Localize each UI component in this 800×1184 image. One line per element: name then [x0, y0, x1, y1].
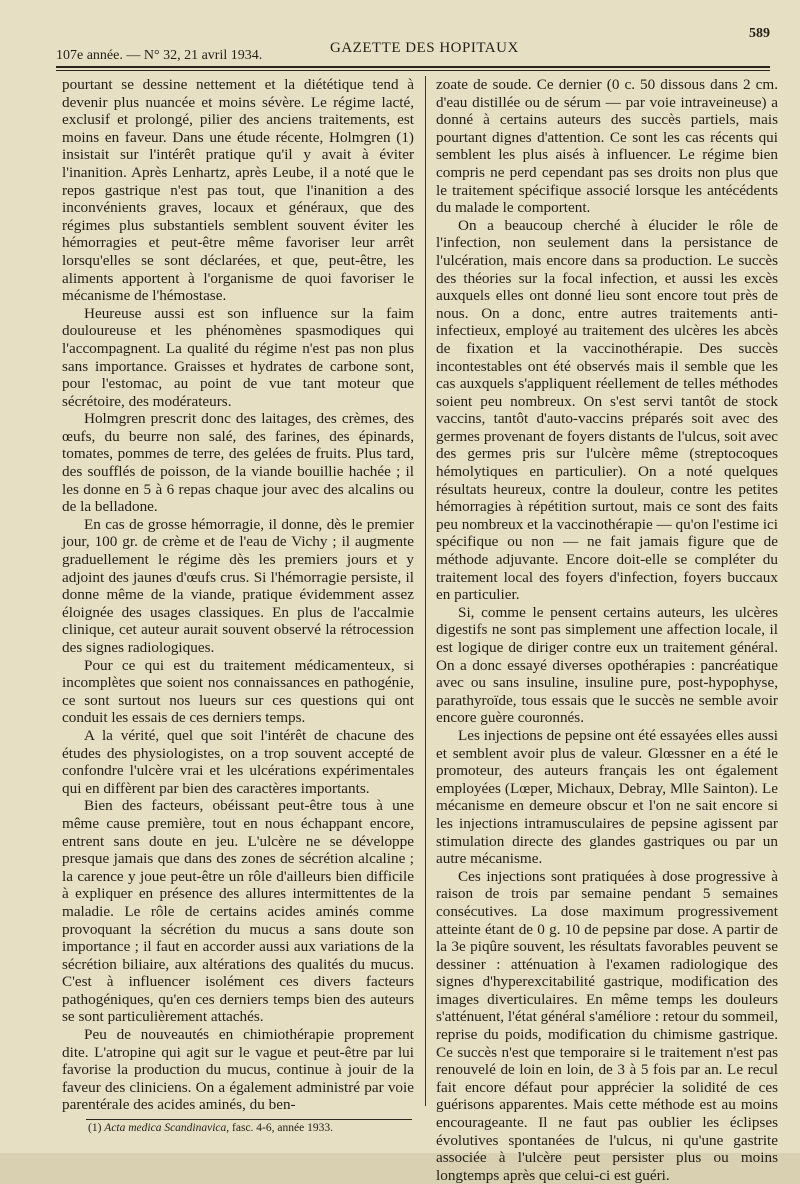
- left-column: [62, 76, 414, 1114]
- journal-title: GAZETTE DES HOPITAUX: [330, 40, 519, 56]
- paragraph: Holmgren prescrit donc des laitages, des crèmes, des œufs, du beurre non salé, des farines, des épinards, tomates, pommes de terre, des gelées de fruits. Plus tard, des soufflés de poisson, de la viande bouillie hachée ; il les donne en 5 à 6 repas chaque jour avec des alcalins ou de la belladone.: [62, 410, 414, 516]
- paragraph: En cas de grosse hémorragie, il donne, dès le premier jour, 100 gr. de crème et de l'eau de Vichy ; il augmente graduellement le régime dès les premiers jours et y adjoint des jaunes d'œufs crus. Si l'hémorragie persiste, il donne même de la viande, pratique évidemment assez éloignée des usages classiques. En plus de l'accalmie clinique, cet auteur aurait souvent observé la rétrocession des signes radiologiques.: [62, 515, 414, 656]
- footnote: [88, 1122, 418, 1134]
- footnote-rule: [86, 1119, 412, 1120]
- page-header: [56, 26, 776, 64]
- paragraph: Peu de nouveautés en chimiothérapie proprement dite. L'atropine qui agit sur le vague et peut-être par lui favorise la production du mucus, continue à jouir de la faveur des cliniciens. On a également administré par voie parentérale des acides aminés, du ben-: [62, 1026, 414, 1114]
- paragraph: Bien des facteurs, obéissant peut-être tous à une même cause première, tout en nous échappant encore, entrent sans doute en jeu. L'ulcère ne se développe presque jamais que dans des zones de sécrétion alcaline ; la carence y joue peut-être un rôle d'ailleurs bien difficile à expliquer en présence des allures intermittentes de la maladie. Le rôle de certains acides aminés comme provoquant la sécrétion du mucus a sans doute son importance ; il faut en accorder aussi aux variations de la sécrétion biliaire, aux altérations des qualités du mucus. C'est à influencer isolément ces divers facteurs pathogéniques, qu'en ces derniers temps bien des auteurs se sont particulièrement attachés.: [62, 797, 414, 1026]
- footnote-marker: (1): [88, 1122, 102, 1134]
- header-rule: [56, 66, 770, 68]
- paragraph: Les injections de pepsine ont été essayées elles aussi et semblent avoir plus de valeur. Glœssner en a été le promoteur, des auteurs français les ont également employées (Lœper, Michaux, Debray, Mlle Sainton). Le mécanisme en demeure obscur et l'on ne sait encore si les injections intramusculaires de pepsine agissent par stimulation directe des glandes gastriques ou par un autre mécanisme.: [436, 726, 778, 868]
- issue-line: 107e année. — N° 32, 21 avril 1934.: [56, 48, 263, 63]
- paragraph: Pour ce qui est du traitement médicamenteux, si incomplètes que soient nos connaissances en pathogénie, ce sont surtout nos lueurs sur ces questions qui ont conduit les essais de ces derniers temps.: [62, 656, 414, 727]
- paragraph: pourtant se dessine nettement et la diététique tend à devenir plus nuancée et moins sévère. Le régime lacté, exclusif et prolongé, pilier des anciens traitements, est moins en faveur. Dans une étude récente, Holmgren (1) insistait sur l'intérêt pratique qu'il y avait à éviter l'inanition. Après Lenhartz, après Leube, il a noté que le repos gastrique n'est pas tout, que l'inanition a des inconvénients graves, locaux et généraux, que des régimes plus substantiels semblent souvent éviter les hémorragies et peut-être même favoriser leur arrêt lorsqu'elles se sont déclarées, et que, peut-être, les aliments apportent à l'organisme de quoi favoriser le mécanisme de l'hémostase.: [62, 76, 414, 305]
- paragraph: Heureuse aussi est son influence sur la faim douloureuse et les phénomènes spasmodiques qui l'accompagnent. La qualité du régime n'est pas non plus sans importance. Graisses et hydrates de carbone sont, pour l'estomac, au point de vue tant moteur que sécrétoire, des modérateurs.: [62, 304, 414, 410]
- footnote-details: fasc. 4-6, année 1933.: [232, 1122, 333, 1134]
- paragraph: zoate de soude. Ce dernier (0 c. 50 dissous dans 2 cm. d'eau distillée ou de sérum — par voie intraveineuse) a donné à certains auteurs des succès partiels, mais pourtant dignes d'attention. Ce sont les cas récents qui semblent les plus aisés à influencer. Le régime bien compris ne perd cependant pas ses droits non plus que le traitement spécifique associé lorsque les antécédents du malade le comportent.: [436, 76, 778, 217]
- right-column: [436, 76, 778, 1184]
- header-rule-thin: [56, 70, 770, 71]
- paragraph: On a beaucoup cherché à élucider le rôle de l'infection, non seulement dans la persistance de l'ulcération, mais encore dans sa production. Le succès des théories sur la focal infection, et aussi les excès auxquels elles ont donné lieu sont encore tout près de nous. On a donc, entre autres traitements anti-infectieux, employé au traitement des ulcères les abcès de fixation et la vaccinothérapie. Des succès incontestables ont été observés mais il semble que les cas auxquels s'appliquent réellement de telles méthodes soient peu nombreux. On s'est servi tantôt de stock vaccins, tantôt d'auto-vaccins préparés soit avec des germes provenant de foyers distants de l'ulcus, soit avec des germes pris sur l'ulcère même (streptocoques hémolytiques en particulier). On a noté quelques résultats heureux, contre la douleur, contre les petites hémorragies à répétition surtout, mais ce sont des faits peu nombreux et la vaccinothérapie — qu'on l'estime ici spécifique ou non — ne fait jamais figure que de méthode adjuvante. Encore doit-elle se compléter du traitement local des foyers d'infection, foyers buccaux en particulier.: [436, 216, 779, 604]
- page-number: 589: [749, 26, 770, 41]
- paragraph: Ces injections sont pratiquées à dose progressive à raison de trois par semaine pendant 5 semaines consécutives. La dose maximum progressivement atteinte étant de 0 g. 10 de pepsine par dose. A partir de la 3e piqûre souvent, les résultats favorables peuvent se dessiner : atténuation à l'examen radiologique des signes d'hyperexcitabilité gastrique, modification des images diverticulaires. En même temps les douleurs s'atténuent, l'état général s'améliore : retour du sommeil, reprise du poids, modification du chimisme gastrique. Ce succès n'est que temporaire si le traitement n'est pas renouvelé de loin en loin, de 3 à 5 fois par an. Le recul fait encore défaut pour apprécier la solidité de ces guérisons apparentes. Mais cette méthode est au moins encourageante. Il ne faut pas oublier les éclipses évolutives spontanées de l'ulcus, ni qu'une gastrite associée à l'ulcère peut persister plus ou moins longtemps après que celui-ci est guéri.: [436, 867, 778, 1184]
- paragraph: Si, comme le pensent certains auteurs, les ulcères digestifs ne sont pas simplement une affection locale, il est logique de diriger contre eux un traitement général. On a donc essayé diverses opothérapies : pancréatique avec ou sans insuline, insuline pure, post-hypophyse, parathyroïde, tous essais que le succès ne semble avoir encore guère couronnés.: [436, 603, 778, 727]
- paragraph: A la vérité, quel que soit l'intérêt de chacune des études des physiologistes, on a trop souvent accepté de confondre l'ulcère vrai et les ulcérations expérimentales qui en diffèrent par bien des caractères importants.: [62, 726, 414, 797]
- footnote-source: Acta medica Scandinavica,: [104, 1122, 230, 1134]
- column-divider: [425, 76, 426, 1106]
